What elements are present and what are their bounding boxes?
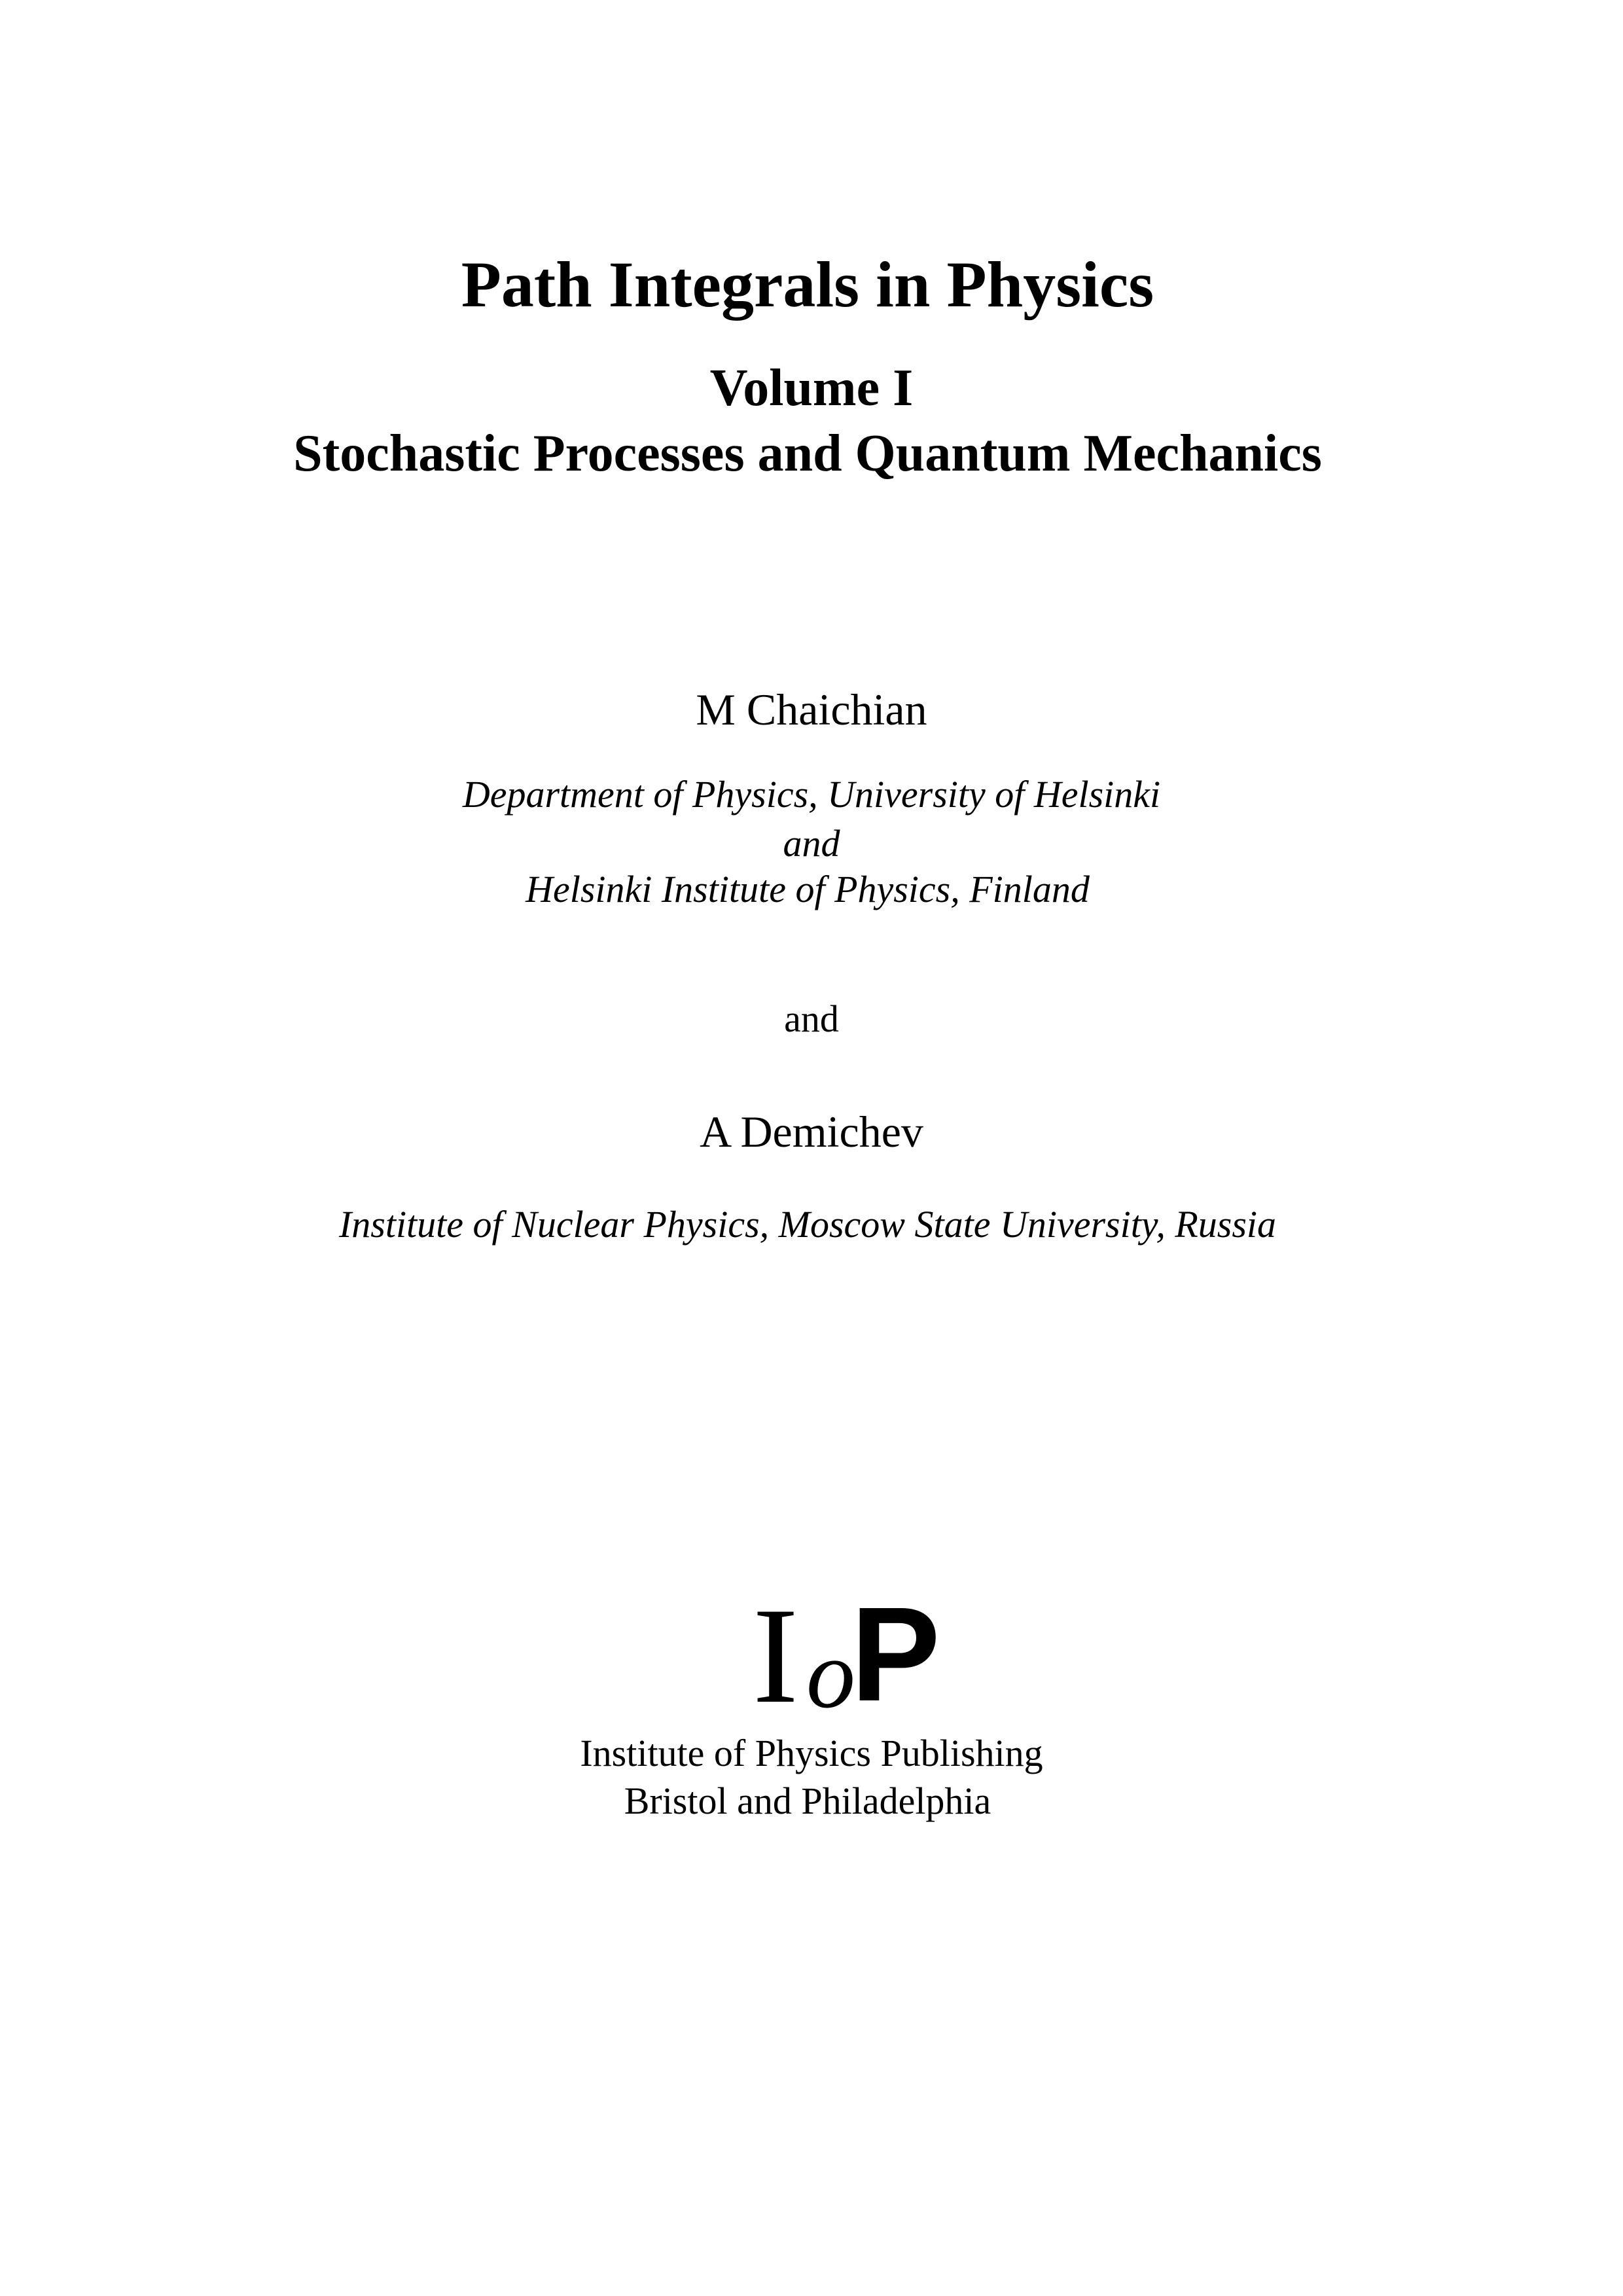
publisher-name: Institute of Physics Publishing xyxy=(580,1732,1043,1774)
author-name-1: M Chaichian xyxy=(696,685,927,734)
logo-letter-i: I xyxy=(753,1580,798,1732)
author-1-affiliation-line-1: Department of Physics, University of Helsinki xyxy=(462,773,1161,816)
author-1-affiliation-line-2: and xyxy=(783,822,840,865)
iop-logo xyxy=(753,1579,949,1732)
author-separator: and xyxy=(784,997,839,1040)
logo-letter-o: o xyxy=(806,1620,855,1729)
volume-label: Volume I xyxy=(709,359,914,417)
logo-letter-p: P xyxy=(851,1579,940,1729)
book-title: Path Integrals in Physics xyxy=(461,248,1154,321)
author-1-affiliation-line-3: Helsinki Institute of Physics, Finland xyxy=(526,868,1090,910)
publisher-location: Bristol and Philadelphia xyxy=(624,1780,991,1822)
book-subtitle: Stochastic Processes and Quantum Mechanics xyxy=(293,425,1322,482)
author-2-affiliation: Institute of Nuclear Physics, Moscow State University, Russia xyxy=(338,1203,1277,1246)
author-name-2: A Demichev xyxy=(700,1107,923,1157)
